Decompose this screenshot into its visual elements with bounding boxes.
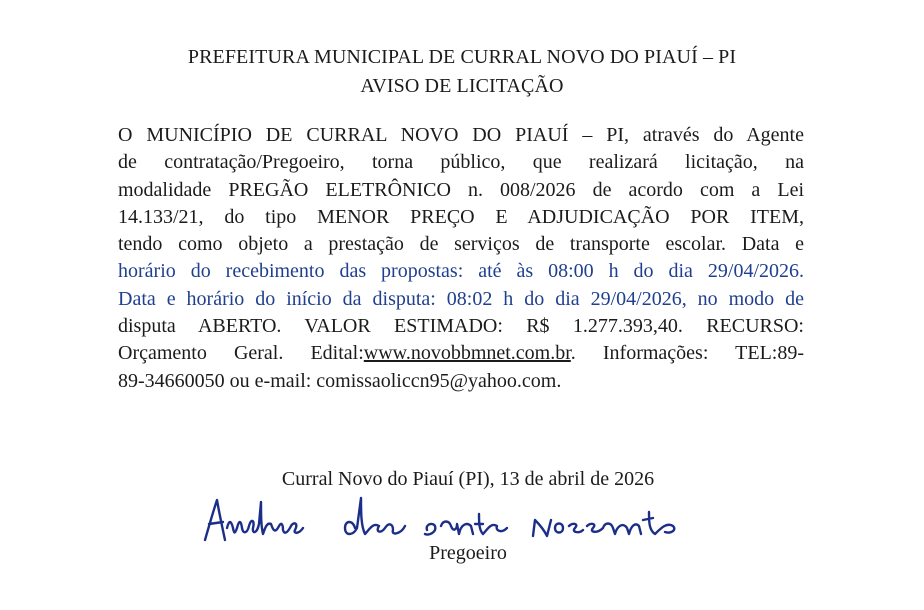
notice-line: O MUNICÍPIO DE CURRAL NOVO DO PIAUÍ – PI, através do Agente xyxy=(118,124,804,146)
signer-role: Pregoeiro xyxy=(429,542,507,564)
notice-title: AVISO DE LICITAÇÃO xyxy=(360,75,564,97)
notice-line: horário do recebimento das propostas: até às 08:00 h do dia 29/04/2026. xyxy=(118,260,804,283)
notice-line: de contratação/Pregoeiro, torna público, que realizará licitação, na xyxy=(118,151,804,174)
contact-phone-text: . Informações: TEL:89- xyxy=(570,342,804,365)
notice-line: Data e horário do início da disputa: 08:02 h do dia 29/04/2026, no modo de xyxy=(118,287,804,310)
notice-body xyxy=(118,122,804,395)
edital-label: Orçamento Geral. Edital: xyxy=(118,342,364,365)
notice-line: 14.133/21, do tipo MENOR PREÇO E ADJUDICAÇÃO POR ITEM, xyxy=(118,205,804,228)
notice-line: tendo como objeto a prestação de serviços de transporte escolar. Data e xyxy=(118,233,804,256)
issuer-heading: PREFEITURA MUNICIPAL DE CURRAL NOVO DO PIAUÍ – PI xyxy=(187,46,737,68)
notice-line: modalidade PREGÃO ELETRÔNICO n. 008/2026 de acordo com a Lei xyxy=(118,178,804,201)
notice-line-edital xyxy=(118,340,804,367)
place-and-date: Curral Novo do Piauí (PI), 13 de abril de 2026 xyxy=(281,468,655,490)
notice-line: disputa ABERTO. VALOR ESTIMADO: R$ 1.277.393,40. RECURSO: xyxy=(118,315,804,338)
edital-link[interactable]: www.novobbmnet.com.br xyxy=(363,342,571,365)
notice-line-contact: 89-34660050 ou e-mail: comissaoliccn95@yahoo.com. xyxy=(118,369,562,392)
